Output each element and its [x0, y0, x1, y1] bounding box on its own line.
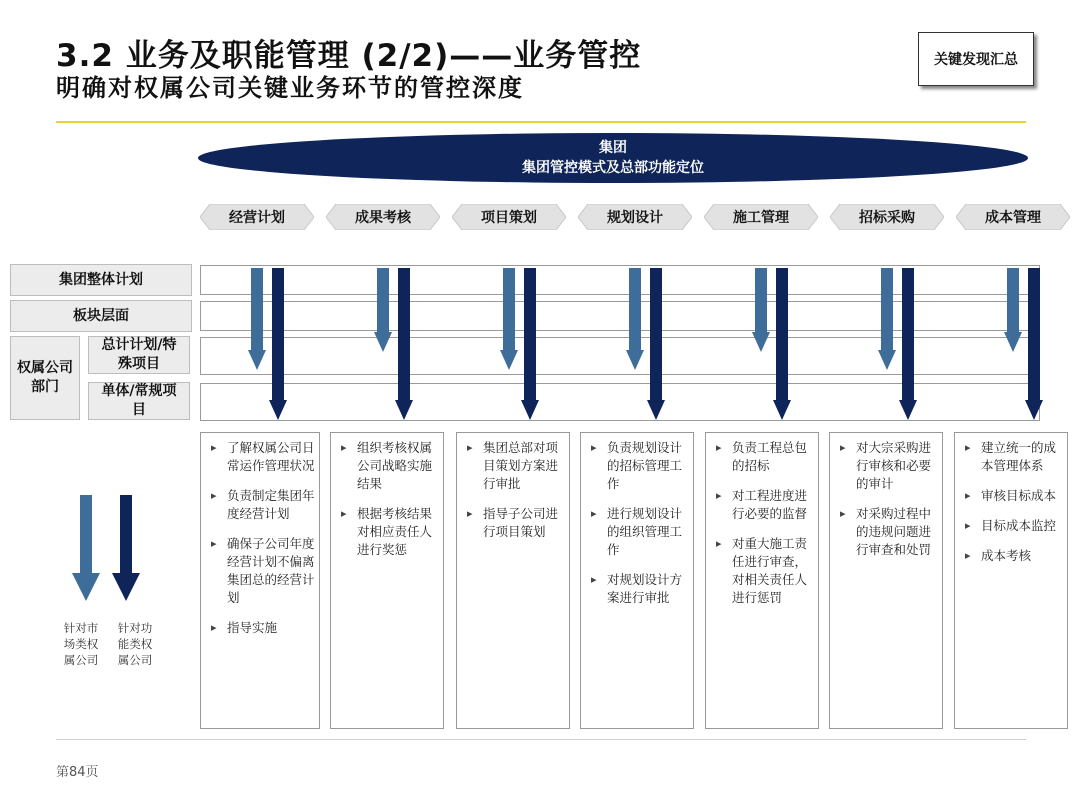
stage-column-construction: [705, 432, 819, 729]
responsibility-item: ▸ 集团总部对项目策划方案进行审批: [467, 439, 565, 493]
key-findings-button[interactable]: 关键发现汇总: [918, 32, 1034, 86]
stage-column-performance-review: [330, 432, 444, 729]
stage-label: 项目策划: [481, 210, 537, 226]
function-control-arrow: [395, 268, 413, 420]
responsibility-item: ▸ 负责规划设计的招标管理工作: [591, 439, 689, 493]
function-control-arrow: [647, 268, 665, 420]
responsibility-list: [457, 433, 569, 541]
responsibility-item: ▸ 负责工程总包的招标: [716, 439, 814, 475]
legend-market-arrow: [72, 495, 100, 601]
stage-column-procurement: [829, 432, 943, 729]
responsibility-item: ▸ 建立统一的成本管理体系: [965, 439, 1063, 475]
stage-label: 成果考核: [355, 210, 411, 226]
responsibility-list: [830, 433, 942, 559]
row-label-group-plan: 集团整体计划: [10, 264, 192, 296]
responsibility-item: ▸ 组织考核权属公司战略实施结果: [341, 439, 439, 493]
responsibility-item: ▸ 进行规划设计的组织管理工作: [591, 505, 689, 559]
responsibility-item: ▸ 对采购过程中的违规问题进行审查和处罚: [840, 505, 938, 559]
stage-label: 经营计划: [229, 210, 285, 226]
responsibility-list: [581, 433, 693, 607]
row-label-special-projects: 总计计划/特殊项目: [88, 336, 190, 374]
stage-column-business-plan: [200, 432, 320, 729]
market-control-arrow: [626, 268, 644, 370]
legend-arrows: [70, 495, 150, 610]
responsibility-item: ▸ 目标成本监控: [965, 517, 1063, 535]
responsibility-item: ▸ 指导子公司进行项目策划: [467, 505, 565, 541]
legend-function-arrow: [112, 495, 140, 601]
group-banner-title: 集团: [599, 140, 627, 156]
responsibility-list: [201, 433, 319, 637]
market-control-arrow: [752, 268, 770, 352]
page-number: 第84页: [56, 765, 99, 780]
stage-column-project-planning: [456, 432, 570, 729]
function-control-arrow: [773, 268, 791, 420]
stage-label: 成本管理: [985, 210, 1041, 226]
row-label-segment: 板块层面: [10, 300, 192, 332]
row-label-regular-projects: 单体/常规项目: [88, 382, 190, 420]
page-title: 3.2 业务及职能管理 (2/2)——业务管控: [56, 38, 642, 74]
responsibility-item: ▸ 了解权属公司日常运作管理状况: [211, 439, 315, 475]
responsibility-list: [706, 433, 818, 607]
legend-market-label: 针对市场类权属公司: [63, 621, 99, 667]
group-banner-subtitle: 集团管控模式及总部功能定位: [522, 160, 704, 176]
stage-label: 规划设计: [607, 210, 663, 226]
footer-divider: [56, 739, 1026, 740]
responsibility-item: ▸ 确保子公司年度经营计划不偏离集团总的经营计划: [211, 535, 315, 607]
responsibility-item: ▸ 对工程进度进行必要的监督: [716, 487, 814, 523]
legend-function-label: 针对功能类权属公司: [117, 621, 153, 667]
function-control-arrow: [1025, 268, 1043, 420]
stage-label: 施工管理: [733, 210, 789, 226]
market-control-arrow: [248, 268, 266, 370]
market-control-arrow: [878, 268, 896, 370]
responsibility-item: ▸ 负责制定集团年度经营计划: [211, 487, 315, 523]
responsibility-item: ▸ 审核目标成本: [965, 487, 1063, 505]
responsibility-item: ▸ 根据考核结果对相应责任人进行奖惩: [341, 505, 439, 559]
function-control-arrow: [269, 268, 287, 420]
stage-column-cost-management: [954, 432, 1068, 729]
page-subtitle: 明确对权属公司关键业务环节的管控深度: [56, 74, 524, 102]
responsibility-list: [955, 433, 1067, 565]
responsibility-item: ▸ 指导实施: [211, 619, 315, 637]
market-control-arrow: [374, 268, 392, 352]
row-label-affiliate: 权属公司部门: [10, 336, 80, 420]
stage-label: 招标采购: [859, 210, 915, 226]
stage-column-design: [580, 432, 694, 729]
responsibility-item: ▸ 对规划设计方案进行审批: [591, 571, 689, 607]
function-control-arrow: [899, 268, 917, 420]
function-control-arrow: [521, 268, 539, 420]
responsibility-list: [331, 433, 443, 559]
market-control-arrow: [500, 268, 518, 370]
market-control-arrow: [1004, 268, 1022, 352]
responsibility-item: ▸ 对重大施工责任进行审查，对相关责任人进行惩罚: [716, 535, 814, 607]
responsibility-item: ▸ 成本考核: [965, 547, 1063, 565]
responsibility-item: ▸ 对大宗采购进行审核和必要的审计: [840, 439, 938, 493]
